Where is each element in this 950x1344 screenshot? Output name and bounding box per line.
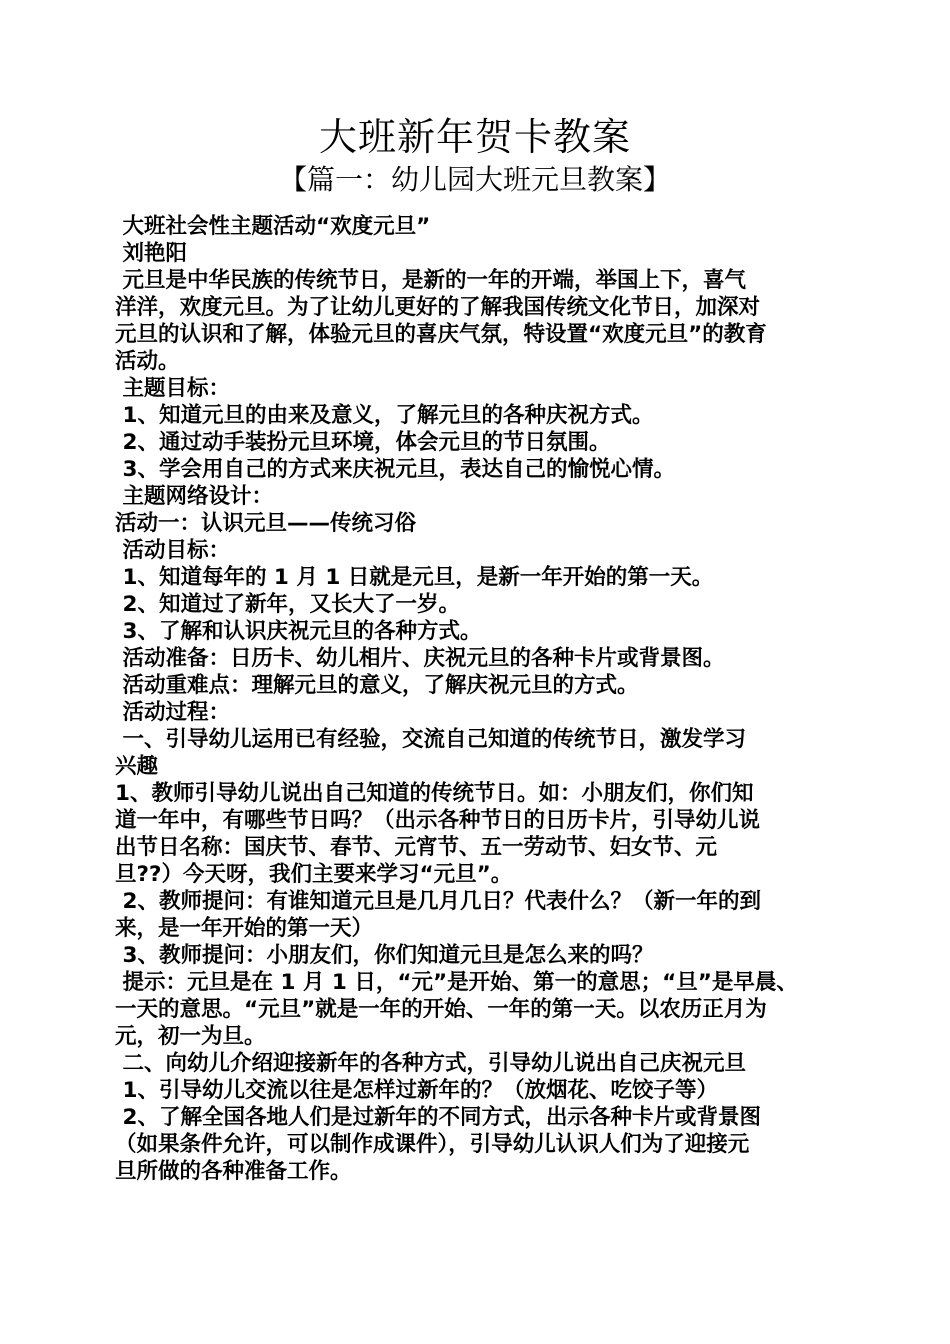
- body-line: 提示：元旦是在 1 月 1 日，“元”是开始、第一的意思；“旦”是早晨、: [115, 970, 798, 995]
- body-line: （如果条件允许，可以制作成课件），引导幼儿认识人们为了迎接元: [115, 1132, 750, 1157]
- body-line: 元旦是中华民族的传统节日，是新的一年的开端，举国上下，喜气: [115, 268, 746, 293]
- body-line: 2、教师提问：有谁知道元旦是几月几日？代表什么？（新一年的到: [115, 889, 761, 914]
- document-body: [115, 213, 845, 1185]
- document-subtitle: 【篇一：幼儿园大班元旦教案】: [278, 163, 671, 196]
- body-line: 1、知道每年的 1 月 1 日就是元旦，是新一年开始的第一天。: [115, 565, 714, 590]
- body-line: 一天的意思。“元旦”就是一年的开始、一年的第一天。以农历正月为: [115, 997, 767, 1022]
- body-line: 刘艳阳: [115, 241, 187, 266]
- body-line: 主题网络设计：: [115, 484, 273, 509]
- body-line: 1、知道元旦的由来及意义，了解元旦的各种庆祝方式。: [115, 403, 654, 428]
- body-line: 二、向幼儿介绍迎接新年的各种方式，引导幼儿说出自己庆祝元旦: [115, 1051, 746, 1076]
- body-line: 兴趣: [115, 754, 159, 779]
- body-line: 一、引导幼儿运用已有经验，交流自己知道的传统节日，激发学习: [115, 727, 746, 752]
- body-line: 道一年中，有哪些节日吗？（出示各种节日的日历卡片，引导幼儿说: [115, 808, 761, 833]
- body-line: 大班社会性主题活动“欢度元旦”: [115, 214, 431, 239]
- document-title: 大班新年贺卡教案: [318, 115, 631, 159]
- body-line: 活动准备：日历卡、幼儿相片、庆祝元旦的各种卡片或背景图。: [115, 646, 725, 671]
- body-line: 出节日名称：国庆节、春节、元宵节、五一劳动节、妇女节、元: [115, 835, 718, 860]
- body-line: 1、教师引导幼儿说出自己知道的传统节日。如：小朋友们，你们知: [115, 781, 754, 806]
- body-line: 3、教师提问：小朋友们，你们知道元旦是怎么来的吗？: [115, 943, 654, 968]
- body-line: 3、学会用自己的方式来庆祝元旦，表达自己的愉悦心情。: [115, 457, 675, 482]
- body-line: 2、通过动手装扮元旦环境，体会元旦的节日氛围。: [115, 430, 611, 455]
- body-line: 洋洋，欢度元旦。为了让幼儿更好的了解我国传统文化节日，加深对: [115, 295, 761, 320]
- body-line: 来，是一年开始的第一天）: [115, 916, 374, 941]
- body-line: 2、知道过了新年，又长大了一岁。: [115, 592, 460, 617]
- body-line: 元旦的认识和了解，体验元旦的喜庆气氛，特设置“欢度元旦”的教育: [115, 322, 767, 347]
- body-line: 活动目标：: [115, 538, 230, 563]
- body-line: 3、了解和认识庆祝元旦的各种方式。: [115, 619, 482, 644]
- body-line: 元，初一为旦。: [115, 1024, 266, 1049]
- body-line: 活动过程：: [115, 700, 230, 725]
- body-line: 1、引导幼儿交流以往是怎样过新年的？（放烟花、吃饺子等）: [115, 1078, 718, 1103]
- body-line: 旦??）今天呀，我们主要来学习“元旦”。: [115, 862, 513, 887]
- body-line: 旦所做的各种准备工作。: [115, 1159, 352, 1184]
- body-line: 2、了解全国各地人们是过新年的不同方式，出示各种卡片或背景图: [115, 1105, 761, 1130]
- body-line: 活动。: [115, 349, 180, 374]
- body-line: 活动一：认识元旦——传统习俗: [115, 511, 417, 536]
- body-line: 主题目标：: [115, 376, 230, 401]
- body-line: 活动重难点：理解元旦的意义，了解庆祝元旦的方式。: [115, 673, 639, 698]
